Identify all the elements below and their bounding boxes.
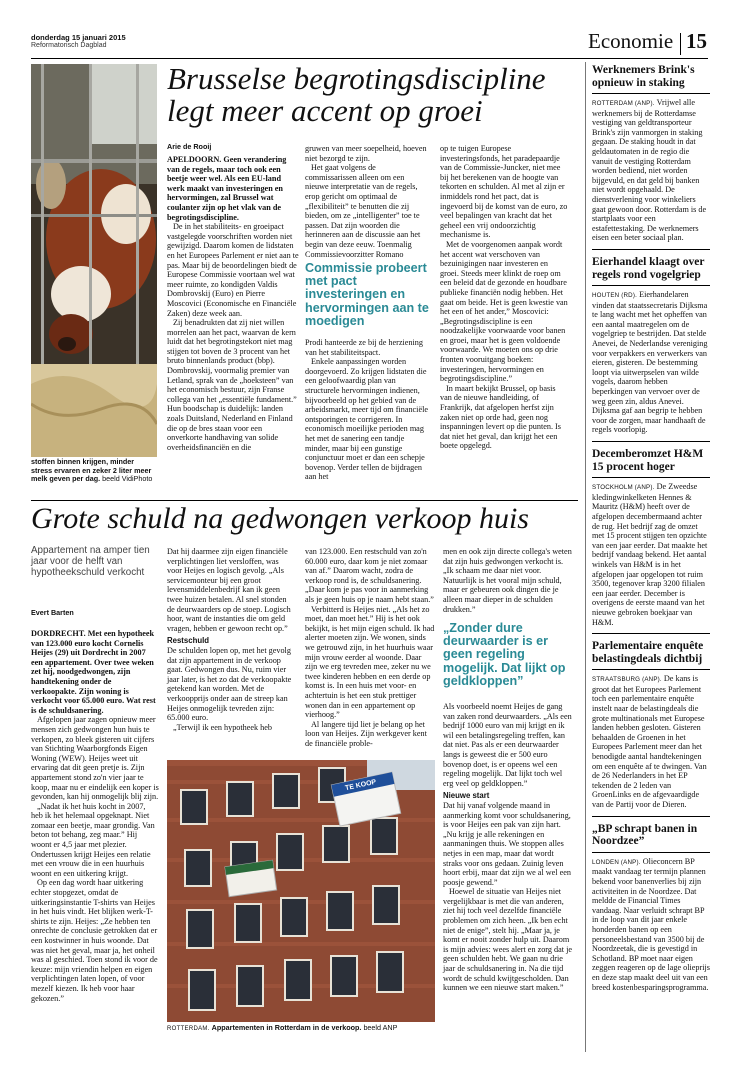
article1-headline-line2: legt meer accent op groei: [167, 93, 483, 128]
news-brief-rule: [592, 477, 710, 478]
news-brief-title: „BP schrapt banen in Noordzee”: [592, 822, 698, 848]
cows-caption-credit: beeld VidiPhoto: [102, 474, 153, 484]
sidebar-separator: [592, 816, 710, 817]
news-brief-text: De Zweedse kledingwinkelketen Hennes & Mauritz (H&M) heeft over de afgelopen decembermaand achter de rug. Het bedrijf zag de omzet met 15 procent stijgen ten opzichte van een jaar eerder. Dat maakte het bedrijf vandaag bekend. Het aantal winkels van H&M is in het afgelopen jaar opgelopen tot ruim 3500, tegenover krap 3200 filialen een jaar eerder. December is overigens de eerste maand van het nieuwe gebroken boekjaar van H&M.: [592, 482, 708, 627]
article2-col1: [31, 629, 159, 1003]
news-brief-text: Vrijwel alle werknemers bij de Rotterdamse vestiging van geldtransporteur Brink's zijn vanmorgen in staking gegaan. De staking houdt in dat geldautomaten in de regio die vanuit de vestiging Rotterdam worden bediend, niet worden bijgevuld, en dat geld bij banken niet wordt opgehaald. De dienstverlening voor winkeliers gaat gewoon door. Rotterdam is de startplaats voor een estafettestaking. De werknemers eisen een beter sociaal plan.: [592, 98, 707, 243]
news-brief-dateline: STOCKHOLM (ANP).: [592, 484, 655, 492]
for-sale-sign-text: TE KOOP: [344, 778, 377, 793]
sidebar: [592, 64, 710, 992]
article2-para: men en ook zijn directe collega's weten dat zijn huis gedwongen verkocht is. „Ik schaam me daar niet voor. Natuurlijk is het vooral mijn schuld, maar er gebeuren ook dingen die je alleen maar dieper in de schulden drukken.”: [443, 547, 572, 614]
article2-pullquote: „Zonder dure deurwaarder is er geen regeling mogelijk. Dat lijkt op geldkloppen”: [443, 621, 566, 688]
building-caption-text: Appartementen in Rotterdam in de verkoop.: [211, 1023, 362, 1032]
section-divider: [680, 33, 681, 55]
news-brief: [592, 448, 710, 627]
news-brief-rule: [592, 285, 710, 286]
news-brief-title: Parlementaire enquête belastingdeals dichtbij: [592, 640, 704, 665]
news-brief-dateline: HOUTEN (RD).: [592, 292, 638, 300]
article2-para: van 123.000. Een restschuld van zo'n 60.000 euro, daar kom je niet zomaar van af.” Daarom wacht, zodra de verkoop rond is, de schuldsanering. „Daar kom je pas voor in aanmerking als je geen huis op je naam hebt staan.”: [305, 547, 434, 604]
news-brief-rule: [592, 93, 710, 94]
article1-para: Enkele aanpassingen worden doorgevoerd. Zo krijgen lidstaten die een geloofwaardig plan van structurele hervormingen indienen, bijvoorbeeld op het gebied van de arbeidsmarkt, meer tijd om financiële ontsporingen te corrigeren. In economisch moeilijke perioden mag het met de sanering een tandje minder, maar bij een gunstige conjunctuur moet er dan een schepje bovenop. Verder tellen de bijdragen aan het: [305, 357, 428, 482]
news-brief-dateline: LONDEN (ANP).: [592, 858, 641, 866]
article1-headline: [167, 63, 546, 127]
article1-pullquote: Commissie probeert met pact investeringen en hervormingen aan te moedigen: [305, 261, 429, 328]
article2-para: Verbitterd is Heijes niet. „Als het zo moet, dan moet het.” Hij is het ook bekijkt, is het mijn eigen schuld. Ik had alerter moeten zijn. We wonen, sinds we getrouwd zijn, in het huurhuis waar mijn vrouw eerder al woonde. Daar zijn we erg tevreden mee, zeker nu we twee kinderen hebben en een derde op komst is. In een huis met voor- en achtertuin is het een stuk prettiger wonen dan in een appartement op vierhoog.”: [305, 604, 435, 720]
news-brief: [592, 64, 710, 243]
header-rule: [31, 58, 708, 59]
sidebar-left-rule: [585, 62, 586, 1052]
article2-para: Dat hij vanaf volgende maand in aanmerking komt voor schuldsanering, is voor Heijes een pak van zijn hart. „Nu krijg je alle rekeningen en aanmaningen thuis. We stoppen alles netjes in een map, maar dat wordt straks voor ons gedaan. Zuinig leven hoort erbij, maar dat zijn we al wel een poosje gewend.”: [443, 800, 571, 887]
article2-author: Evert Barten: [31, 608, 74, 617]
article1-para: op te tuigen Europese investeringsfonds, het paradepaardje van de Commissie-Juncker, niet mee bij het berekenen van de hoogte van tekorten en schulden. Al met al zijn er inmiddels rond het pact, dat is ingevoerd bij de komst van de euro, zo veel bepalingen van kracht dat het geheel een vrij ondoorzichtig mechanisme is.: [440, 144, 568, 240]
sidebar-separator: [592, 633, 710, 634]
news-brief-rule: [592, 669, 710, 670]
news-brief-text: De kans is groot dat het Europees Parlement toch een parlementaire enquête instelt naar de belastingdeals die grote multinationals met Europese landen hebben gesloten. Gisteren behaalden de Groenen in het Europees Parlement meer dan het benodigde aantal handtekeningen om een enquête af te dwingen. Van de 26 Nederlanders in het EP tekenden de 2 leden van GroenLinks en de afgevaardigde van de Partij voor de Dieren.: [592, 674, 707, 809]
header-date: donderdag 15 januari 2015: [31, 33, 126, 42]
news-brief-text: Olieconcern BP maakt vandaag ter termijn plannen bekend voor banenverlies bij zijn activiteiten in de Noordzee. Dat meldde de Financial Times vandaag. Naar verluidt schrapt BP in de loop van dit jaar enkele honderden banen op een personeelsbestand van 3500 bij de Noordzeetak, die is gevestigd in Schotland. BP moet naar eigen zeggen reageren op de lage olieprijs en deze stap maakt deel uit van een breed kostenbesparingsprogramma.: [592, 856, 710, 992]
news-brief-rule: [592, 852, 710, 853]
header-paper: Reformatorisch Dagblad: [31, 42, 107, 49]
article1-para: Prodi hanteerde ze bij de herziening van het stabiliteitspact.: [305, 338, 423, 357]
building-caption-place: ROTTERDAM.: [167, 1026, 210, 1032]
article2-para: Afgelopen jaar zagen opnieuw meer mensen zich gedwongen hun huis te verkopen, zo bleek gisteren uit cijfers van Stichting Waarborgfonds Eigen Woning (WEW). Heijes weet uit ervaring dat dit geen pretje is. Zijn appartement stond zo'n vier jaar te koop, maar nu er eindelijk een koper is gevonden, kan hij onmogelijk blij zijn.: [31, 715, 159, 802]
cows-caption-text: stoffen binnen krijgen, minder stress ervaren en zeker 2 liter meer melk geven per dag.: [31, 457, 152, 484]
article2-para: Hoewel de situatie van Heijes niet vergelijkbaar is met die van anderen, ziet hij toch veel dezelfde financiële problemen om zich heen. „Ik ben echt niet de enige”, stelt hij. „Maar ja, je komt er nooit zonder hulp uit. Daarom is mijn advies: wees alert en zorg dat je geen schulden hebt. We gaan nu drie jaar de schuldsanering in. Na die tijd wordt de schuld kwijtgescholden. Dan kunnen we een nieuwe start maken.”: [443, 887, 572, 993]
news-brief: [592, 256, 710, 435]
article2-para: Op een dag wordt haar uitkering echter stopgezet, omdat de uitkeringsinstantie T-shirts van Heijes in het huis vindt. Het blijken werk-T-shirts te zijn. Heijes: „Ze hebben ten onrechte de conclusie getrokken dat er een kostwinner in huis woonde. Dat was niet het geval, maar ja, het onheil was al geschied. Toen stond ik voor de keuze: mijn vriendin helpen en eigen verplichtingen laten lopen, of voor mezelf kiezen. Ik heb voor haar gekozen.”: [31, 878, 158, 1003]
article1-lead: APELDOORN. Geen verandering van de regels, maar toch ook een beetje weer wel. Als een EU-land werk maakt van investeringen en hervormingen, zal Brussel wat coulanter zijn op het vlak van de begrotingsdiscipline.: [167, 155, 287, 222]
building-photo: [167, 760, 435, 1022]
news-brief-text: Eierhandelaren vinden dat staatssecretaris Dijksma te lang wacht met het opheffen van een aantal maatregelen om de vogelgriep te bestrijden. Dat stelde Anevei, de Nederlandse vereniging voor verpakkers en verwerkers van eieren, gisteren. De bestemming loopt via uitwerpselen van wilde vogels, daarom hebben beperkingen van vervoer over de weg geen zin, aldus Anevei. Dijksma gaf aan begrip te hebben voor de zorgen, maar handhaaft de regels voorlopig.: [592, 290, 708, 435]
article1-col1: [167, 155, 299, 452]
cows-photo: [31, 64, 157, 457]
article2-para: De schulden lopen op, met het gevolg dat zijn appartement in de verkoop gaat. Gedwongen dus. Nu, ruim vier jaar later, is het zo dat de verkoopakte getekend kan worden. Met de verkoopprijs onder aan de streep kan Heijes onmogelijk tevreden zijn: 65.000 euro.: [167, 645, 292, 723]
article2-col3: [305, 547, 435, 748]
section-title: Economie: [588, 29, 674, 53]
article2-lead: DORDRECHT. Met een hypotheek van 123.000 euro kocht Cornelis Heijes (29) uit Dordrecht in 2007 een appartement. Over twee weken zet hij, noodgedwongen, zijn handtekening onder de verkoopakte. Zijn woning is verkocht voor 65.000 euro. Wat rest is de schuldsanering.: [31, 629, 156, 715]
building-photo-caption: [167, 1024, 437, 1034]
article1-col2: [305, 144, 429, 259]
article1-headline-line1: Brusselse begrotingsdiscipline: [167, 61, 546, 96]
news-brief-title: Decemberomzet H&M 15 procent hoger: [592, 448, 704, 473]
article1-para: Met de voorgenomen aanpak wordt het accent wat verschoven van bezuinigingen naar investeren en groei. Steeds meer klinkt de roep om een beleid dat de gezonde en houdbare publieke financiën nodig hebben. Het gaat om beide. Het is geen kwestie van het een of het ander,” Moscovici: „Begrotingsdiscipline is een noodzakelijke voorwaarde voor banen en groei, maar het is geen voldoende voorwaarde. We moeten ons op drie fronten vooruitgang boeken: investeringen, hervormingen en begrotingsdiscipline.”: [440, 239, 568, 384]
article1-para: Het gaat volgens de commissarissen alleen om een nieuwe interpretatie van de regels, erop gericht om optimaal de „flexibiliteit” te benutten die zij bieden, om ze „intelligenter” toe te passen. Dat zijn woorden die herinneren aan de discussie aan het begin van deze eeuw. Toenmalig Commissievoorzitter Romano: [305, 163, 421, 259]
article1-col2b: [305, 338, 429, 482]
article1-col3: [440, 144, 568, 451]
article2-col2: [167, 547, 295, 732]
article2-para: Als voorbeeld noemt Heijes de gang van zaken rond deurwaarders. „Als een bedrijf 1000 euro van mij krijgt en ik wil een betalingsregeling treffen, kan dat niet. Pas als er een deurwaarder langs is geweest die er 500 euro bovenop doet, is er opeens wel een regeling mogelijk. Dat lijkt toch wel erg veel op geldkloppen.”: [443, 702, 572, 788]
news-brief-dateline: STRAATSBURG (ANP).: [592, 676, 662, 684]
article2-col4b: [443, 702, 573, 993]
article1-para: De in het stabiliteits- en groeipact vastgelegde voorschriften worden niet gewijzigd. Daarom komen de lidstaten en het Europees Parlement er niet aan te pas. Maar bij de beoordelingen biedt de Europese Commissie voortaan wel wat meer ruimte, zo kondigden Valdis Dombrovskij (Euro) en Pierre Moscovici (Economische en Financiële Zaken) deze week aan.: [167, 222, 299, 318]
article2-para: „Terwijl ik een hypotheek heb: [173, 722, 273, 732]
news-brief: [592, 640, 710, 809]
article2-headline: Grote schuld na gedwongen verkoop huis: [31, 502, 529, 535]
article2-subhead-nieuwe-start: Nieuwe start: [443, 791, 490, 801]
article2-col4: [443, 547, 573, 614]
building-caption-credit: beeld ANP: [363, 1023, 398, 1032]
sidebar-separator: [592, 441, 710, 442]
news-brief: [592, 823, 710, 992]
news-brief-title: Werknemers Brink's opnieuw in staking: [592, 64, 695, 89]
article1-para: gruwen van meer soepelheid, hoeven niet bezorgd te zijn.: [305, 144, 427, 163]
news-brief-title: Eierhandel klaagt over regels rond vogelgriep: [592, 256, 705, 281]
article2-para: Dat hij daarmee zijn eigen financiële verplichtingen liet versloffen, was voor Heijes en logisch gevolg. „Als servicemonteur bij een groot levensmiddelenbedrijf kan ik geen twee huizen betalen. Al snel stonden de deurwaarders op de stoep. Logisch hoor, want de instanties die om geld vragen, hebben er gewoon recht op.”: [167, 547, 291, 633]
sidebar-separator: [592, 249, 710, 250]
article1-para: In maart bekijkt Brussel, op basis van de nieuwe handleiding, of Frankrijk, dat afgelopen herfst zijn zaken niet op orde had, geen nog inspanningen levert op die punten. Is dat niet het geval, dan krijgt het een boete opgelegd.: [440, 383, 561, 451]
article1-para: Zij benadrukten dat zij niet willen morrelen aan het pact, waarvan de kern luidt dat het begrotingstekort niet mag stijgen tot boven de 3 procent van het bruto binnenlands product (bbp). Dombrovskij, voormalig premier van Letland, sprak van de „hoeksteen” van het economisch bestuur, zijn Franse collega van het „essentiële fundament.” Hun boodschap is duidelijk: landen zoals Duitsland, Nederland en Finland die op de bres staan voor een onverkorte handhaving van solide overheidsfinanciën en die: [167, 318, 297, 452]
page-number: 15: [686, 29, 707, 53]
article2-subhead-restschuld: Restschuld: [167, 636, 210, 646]
news-brief-dateline: ROTTERDAM (ANP).: [592, 100, 655, 107]
article-divider: [31, 500, 578, 501]
article2-para: Al langere tijd liet je belang op het loon van Heijes. Zijn werkgever kent de financiële proble-: [305, 719, 427, 748]
article2-para: „Nadat ik het huis kocht in 2007, heb ik het helemaal opgeknapt. Niet zomaar een beetje, maar grondig. Van beton tot behang, zeg maar.” Hij woont er 4,5 jaar met plezier. Ondertussen krijgt Heijes een relatie met een vrouw die in een huurhuis woont en een uitkering krijgt.: [31, 801, 155, 878]
article2-subhead: Appartement na amper tien jaar voor de helft van hypotheekschuld verkocht: [31, 545, 150, 578]
article1-author: Arie de Rooij: [167, 142, 212, 151]
cows-photo-caption: [31, 458, 157, 484]
